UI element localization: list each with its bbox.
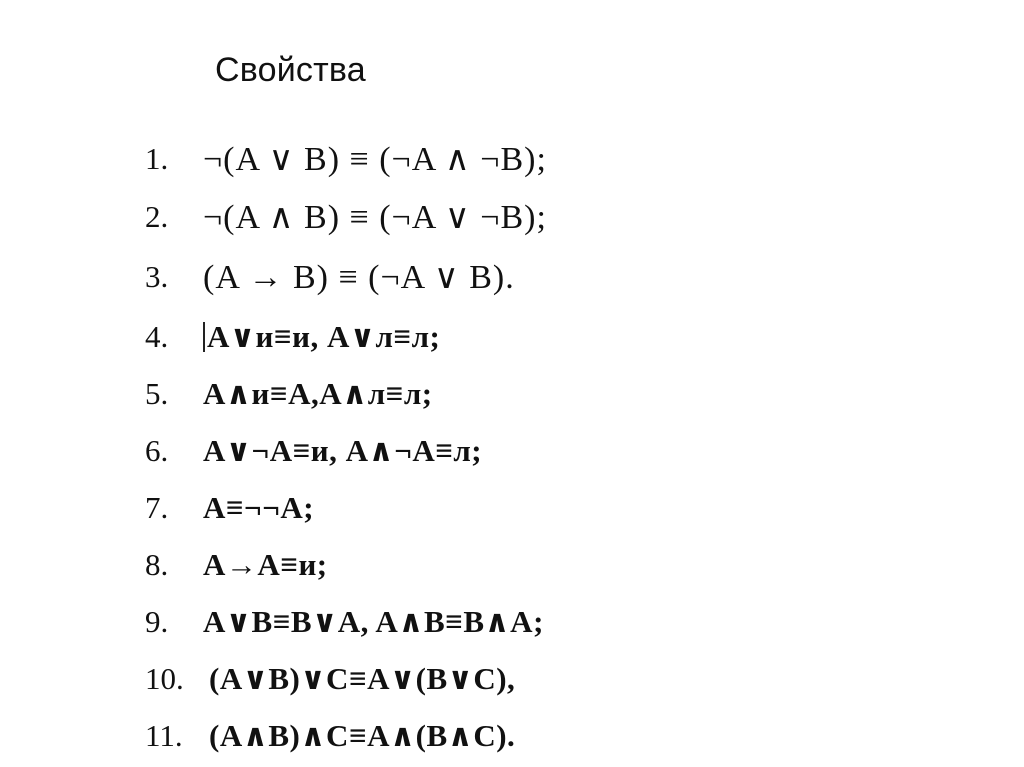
- list-item: [145, 246, 547, 308]
- item-formula: ¬(A ∨ B) ≡ (¬A ∧ ¬B);: [203, 141, 547, 178]
- item-formula: (A∧B)∧C≡A∧(B∧C).: [209, 717, 516, 753]
- slide-title: Свойства: [215, 51, 366, 89]
- list-item: [145, 365, 547, 422]
- list-item: [145, 650, 547, 707]
- list-item: [145, 536, 547, 593]
- item-number: 11.: [145, 717, 183, 753]
- item-formula: A∨B≡B∨A, A∧B≡B∧A;: [203, 603, 544, 639]
- item-number: 1.: [145, 141, 169, 176]
- item-formula: (A∨B)∨C≡A∨(B∨C),: [209, 660, 516, 696]
- properties-list: [145, 130, 547, 764]
- item-number: 8.: [145, 546, 169, 582]
- item-number: 4.: [145, 318, 169, 354]
- item-formula: (A → B) ≡ (¬A ∨ B).: [203, 259, 515, 296]
- item-number: 9.: [145, 603, 169, 639]
- list-item: [145, 308, 547, 365]
- item-number: 10.: [145, 660, 184, 696]
- item-number: 3.: [145, 259, 169, 294]
- item-formula: ¬(A ∧ B) ≡ (¬A ∨ ¬B);: [203, 199, 547, 236]
- item-number: 2.: [145, 199, 169, 234]
- list-item: [145, 188, 547, 246]
- list-item: [145, 479, 547, 536]
- list-item: [145, 593, 547, 650]
- list-item: [145, 707, 547, 764]
- item-formula: A∧и≡A,A∧л≡л;: [203, 375, 433, 411]
- item-formula: A∨и≡и, A∨л≡л;: [207, 318, 441, 354]
- item-number: 7.: [145, 489, 169, 525]
- item-number: 6.: [145, 432, 169, 468]
- item-number: 5.: [145, 375, 169, 411]
- text-cursor: [203, 322, 205, 352]
- list-item: [145, 130, 547, 188]
- item-formula: A∨¬A≡и, A∧¬A≡л;: [203, 432, 483, 468]
- item-formula: A→A≡и;: [203, 546, 328, 582]
- list-item: [145, 422, 547, 479]
- item-formula: A≡¬¬A;: [203, 489, 315, 525]
